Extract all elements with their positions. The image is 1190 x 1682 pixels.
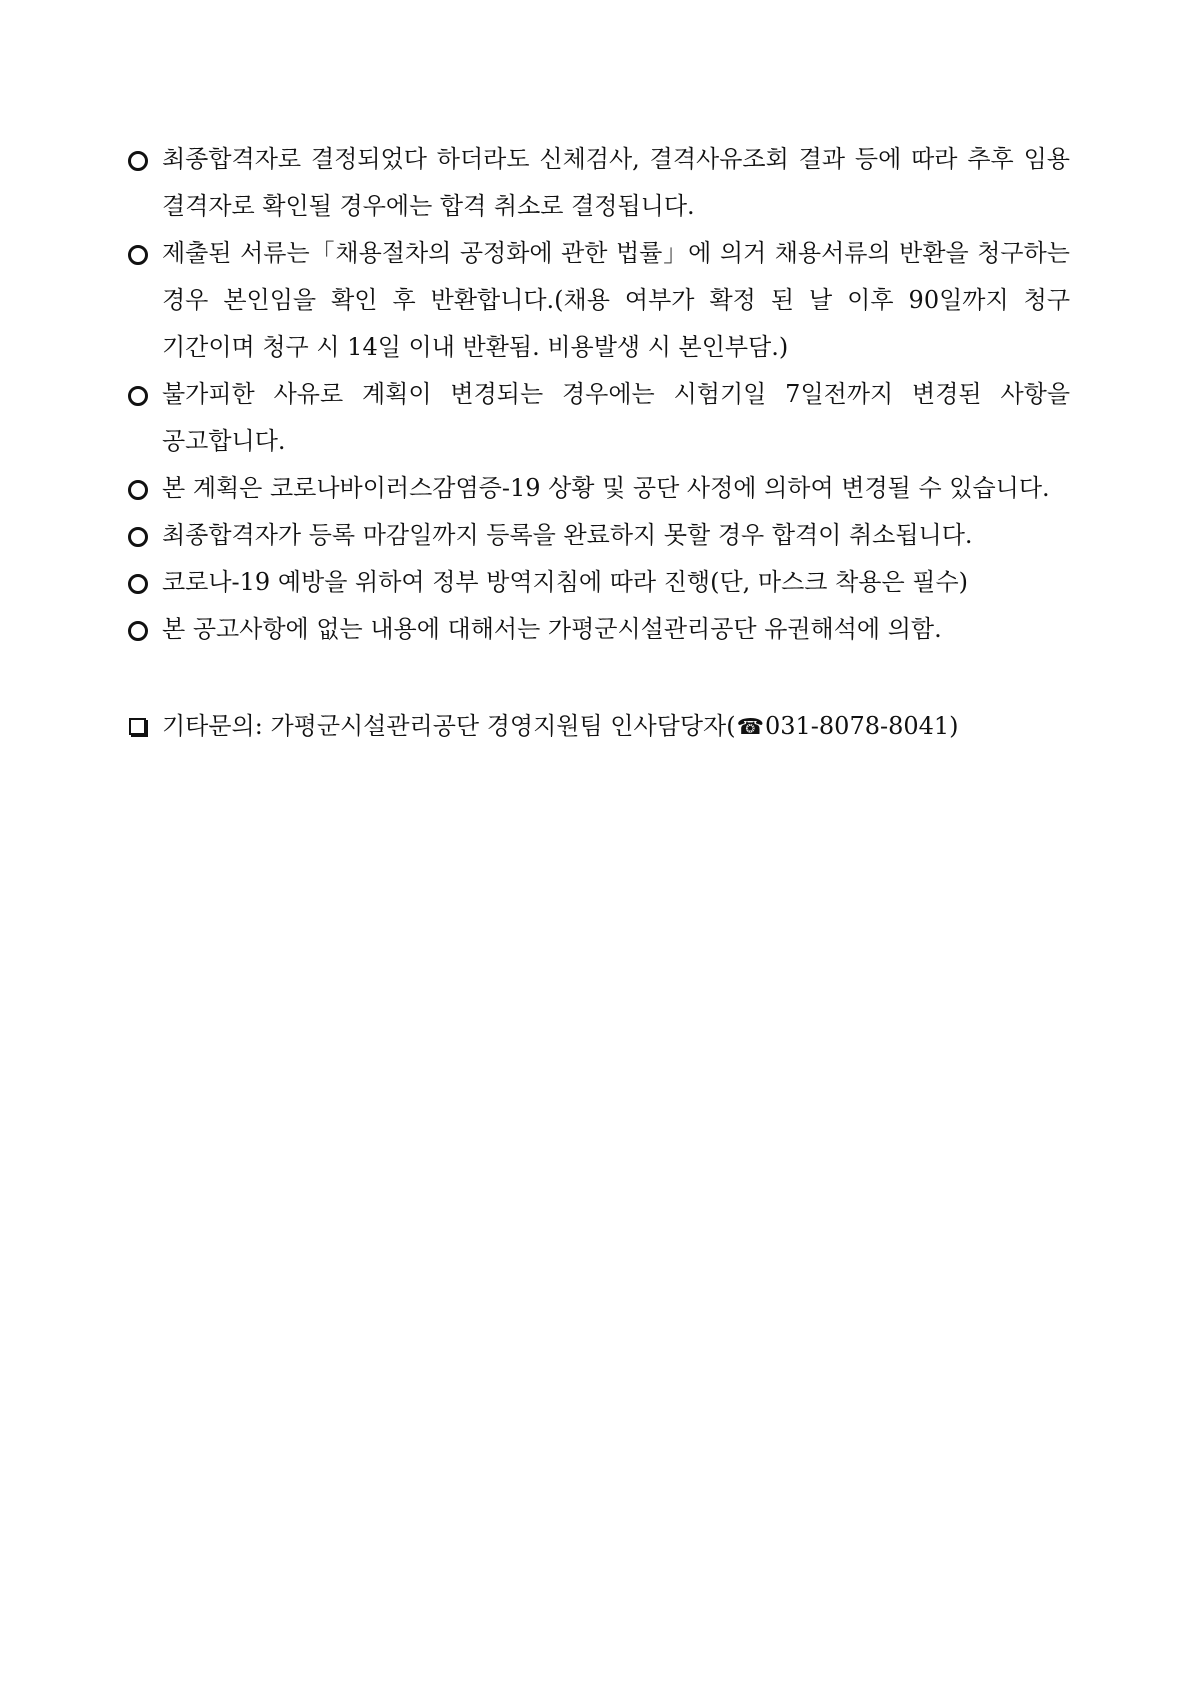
circle-bullet-icon [128,621,148,641]
circle-bullet-icon [128,386,148,406]
notice-item-7 [128,606,1070,653]
notice-text: 본 계획은 코로나바이러스감염증-19 상황 및 공단 사정에 의하여 변경될 수 있습니다. [162,474,1050,502]
notice-item-1 [128,136,1070,230]
notice-text: 최종합격자로 결정되었다 하더라도 신체검사, 결격사유조회 결과 등에 따라 추후 임용 결격자로 확인될 경우에는 합격 취소로 결정됩니다. [162,145,1070,220]
circle-bullet-icon [128,574,148,594]
notice-text: 본 공고사항에 없는 내용에 대해서는 가평군시설관리공단 유권해석에 의함. [162,615,942,643]
notice-item-6 [128,559,1070,606]
contact-line [128,703,1070,751]
contact-phone-number: 031-8078-8041 [764,712,950,740]
circle-bullet-icon [128,245,148,265]
notice-list [128,136,1070,653]
circle-bullet-icon [128,151,148,171]
telephone-icon: ☎ [736,715,764,740]
notice-item-2 [128,230,1070,371]
notice-text: 불가피한 사유로 계획이 변경되는 경우에는 시험기일 7일전까지 변경된 사항을 공고합니다. [162,380,1070,455]
notice-text: 최종합격자가 등록 마감일까지 등록을 완료하지 못할 경우 합격이 취소됩니다. [162,521,973,549]
notice-text: 제출된 서류는「채용절차의 공정화에 관한 법률」에 의거 채용서류의 반환을 청구하는 경우 본인임을 확인 후 반환합니다.(채용 여부가 확정 된 날 이후 90일까지 청구 기간이며 청구 시 14일 이내 반환됨. 비용발생 시 본인부담.) [162,239,1070,361]
circle-bullet-icon [128,527,148,547]
notice-item-5 [128,512,1070,559]
contact-suffix: ) [949,712,959,740]
notice-text: 코로나-19 예방을 위하여 정부 방역지침에 따라 진행(단, 마스크 착용은 필수) [162,568,968,596]
circle-bullet-icon [128,480,148,500]
contact-prefix: 기타문의: 가평군시설관리공단 경영지원팀 인사담당자( [162,712,736,740]
notice-item-4 [128,465,1070,512]
square-bullet-icon [129,718,146,735]
notice-item-3 [128,371,1070,465]
